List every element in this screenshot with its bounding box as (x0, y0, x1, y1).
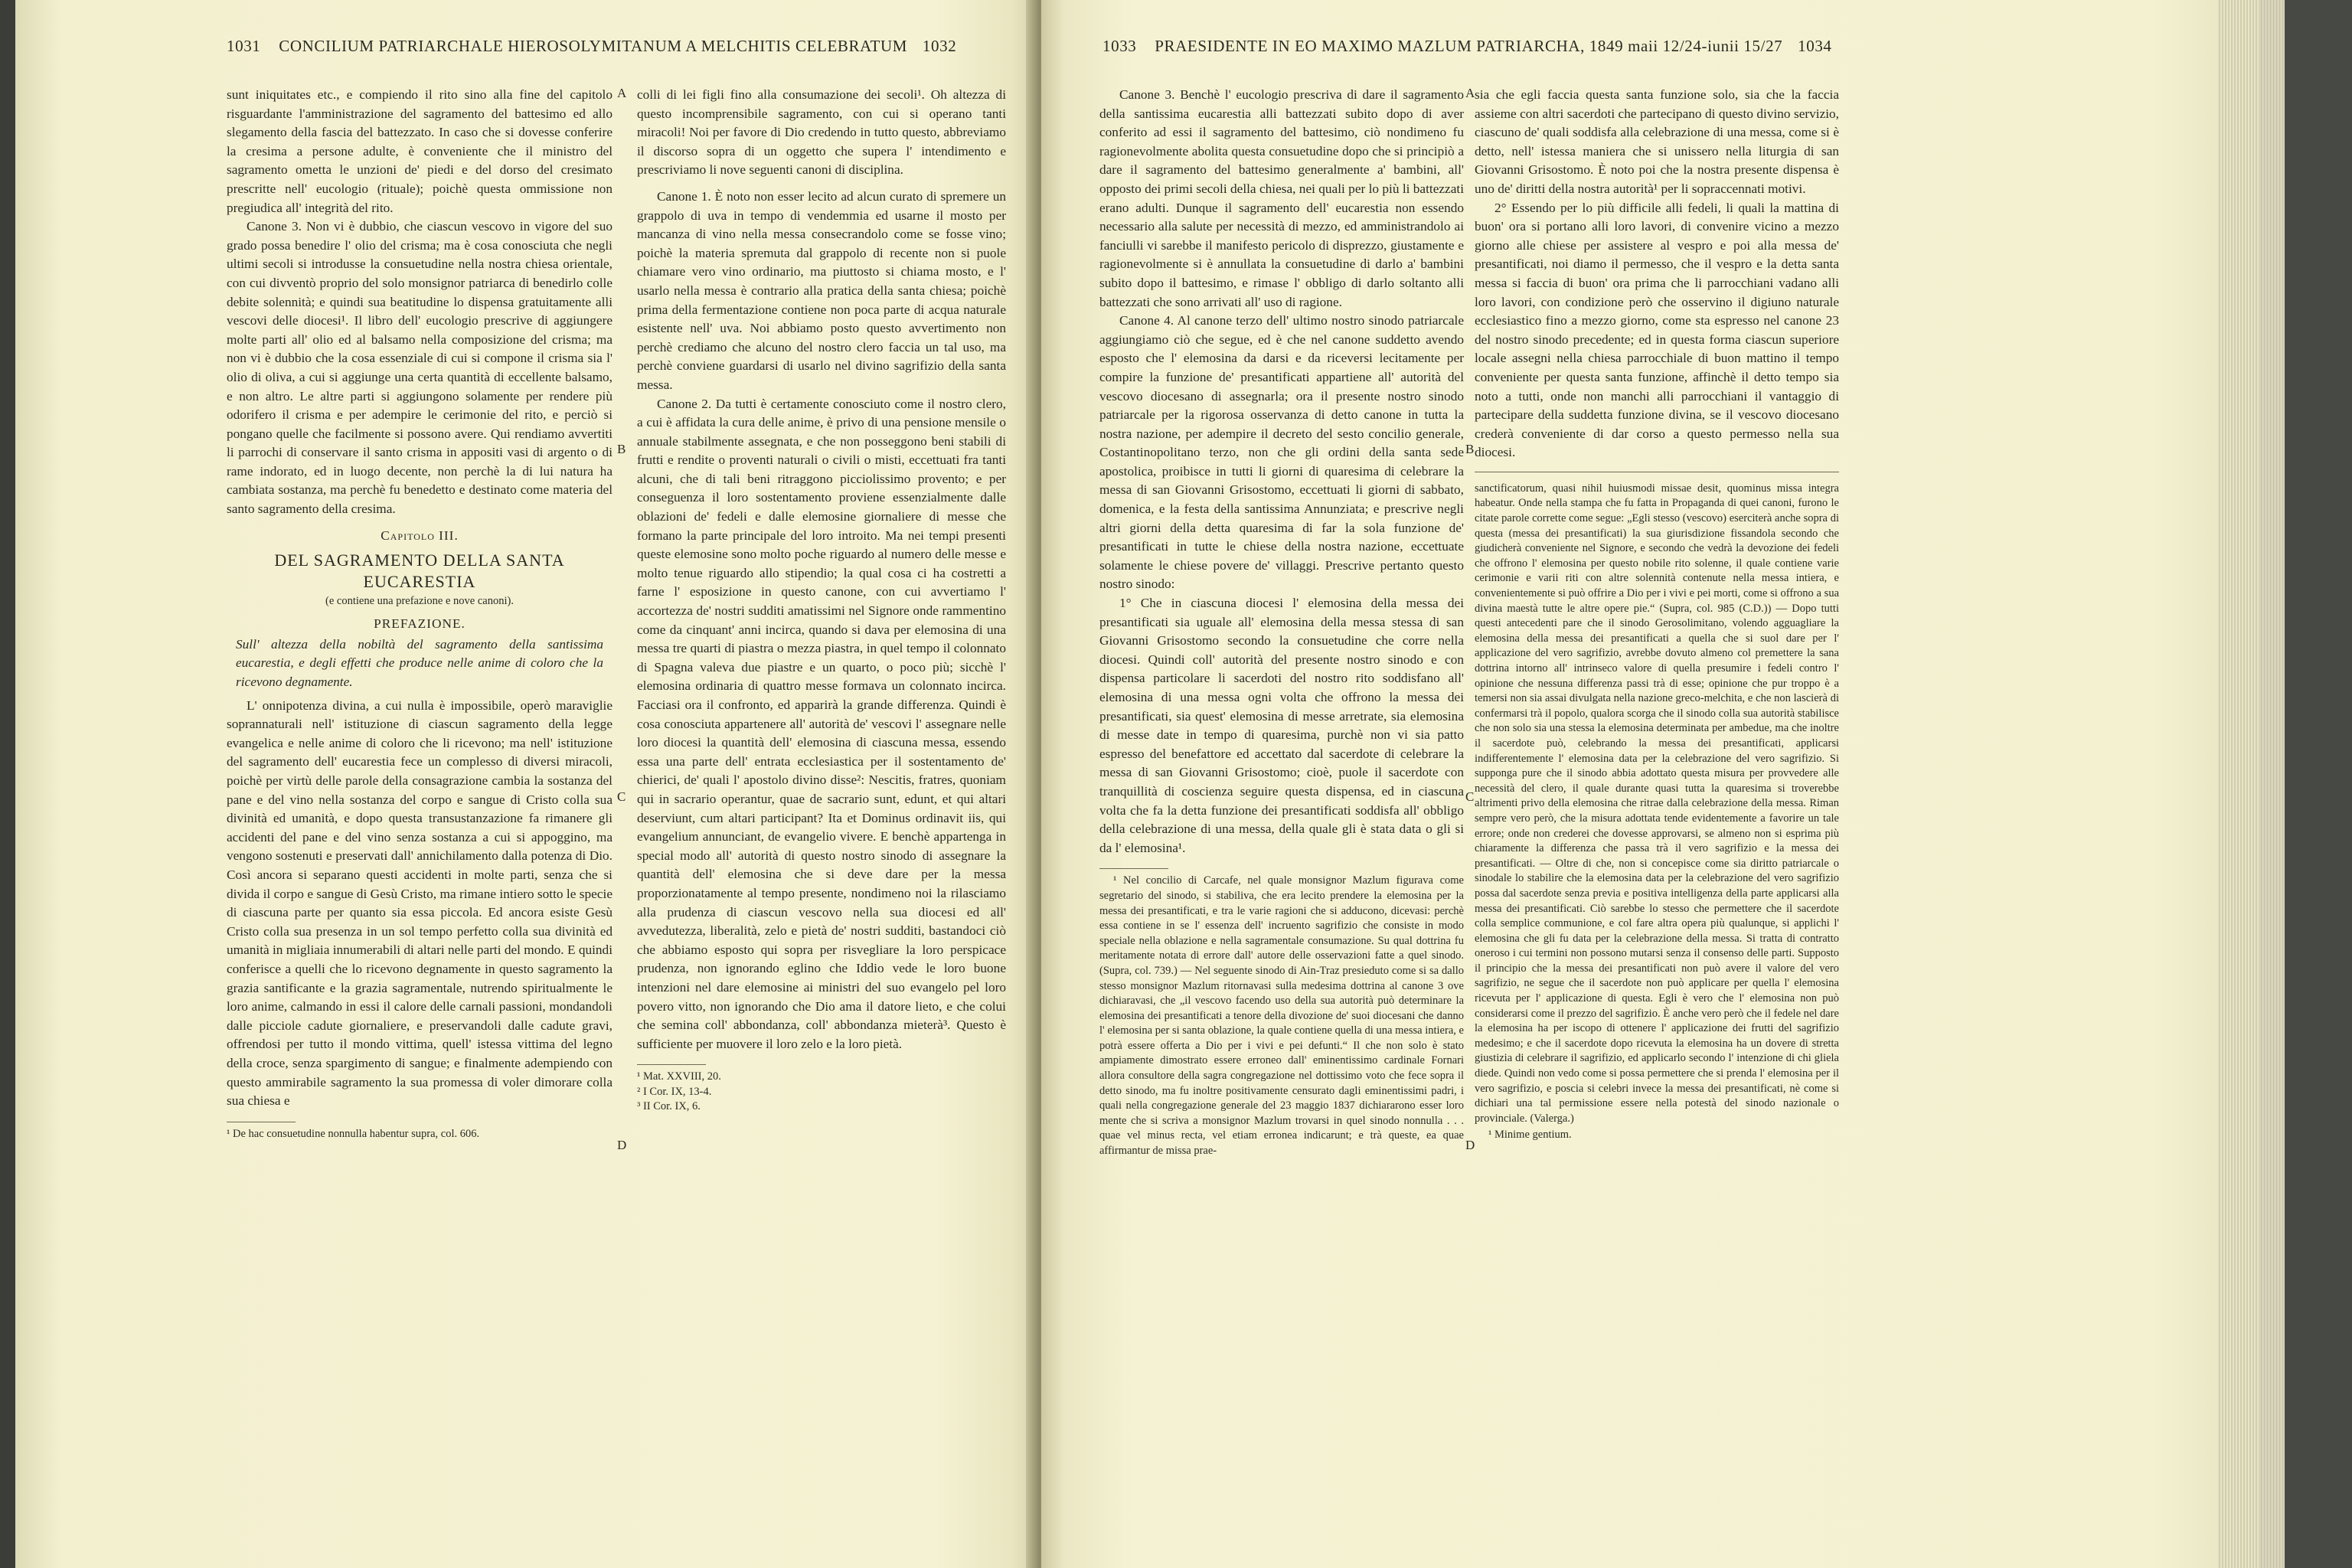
right-running-title: PRAESIDENTE IN EO MAXIMO MAZLUM PATRIARCHA, 1849 maii 12/24-iunii 15/27 (1155, 37, 1783, 55)
paragraph: sunt iniquitates etc., e compiendo il rito sino alla fine del capitolo risguardante l'amministrazione del sagramento del battesimo ed allo slegamento della fascia del battezzato. In caso che si dovesse conferire la cresima a persone adulte, è conveniente che il ministro del sagramento ometta le unzioni de' piedi e del dorso del cresimato prescritte nell' eucologio (rituale); poichè questa ommissione non pregiudica all' integrità del rito. (227, 87, 612, 215)
margin-marker-a: A (617, 86, 627, 100)
margin-marker-b: B (617, 442, 626, 456)
preface-title: Sull' altezza della nobiltà del sagramento della santissima eucarestia, e degli effetti che produce nelle anime di coloro che la ricevono degnamente. (236, 636, 603, 690)
left-column-1 (227, 86, 612, 1142)
paragraph: Canone 2. Da tutti è certamente conosciuto come il nostro clero, a cui è affidata la cura delle anime, è privo di una pensione mensile o annuale stabilmente assegnata, e che non posseggono beni stabili di frutti e rendite o proventi naturali o civili o misti, eccettuati fra tanti alcuni, che di tali beni ritraggono picciolissimo provento; e per conseguenza il loro sostentamento proviene essenzialmente dalle oblazioni de' fedeli e dalle elemosine giornaliere di messe che formano la parte principale del loro introito. Ma nei tempi presenti queste elemosine sono molto poche riguardo al numero delle messe e molto tenue riguardo allo stipendio; la qual cosa ci ha costretti a farne l' esposizione in questo canone, con cui avvertiamo l' accortezza de' nostri sudditi amatissimi nel Signore onde rammentino come da cinquant' anni incirca, quando si dava per elemosina di una messa tre quarti di piastra o mezza piastra, in quel tempo il colonnato di Spagna valeva due piastre e un quarto, o poco più; sicchè l' elemosina ordinaria di quattro messe formava un colonnato incirca. Facciasi ora il confronto, ed apparirà la grande differenza. Quindi è cosa conosciuta appartenere all' autorità de' vescovi l' assegnare nelle loro diocesi la quantità dell' elemosina di ciascuna messa, essendo essa una parte dell' entrata ecclesiastica per il sostentamento de' chierici, de' quali l' apostolo divino disse²: Nescitis, fratres, quoniam qui in sacrario operantur, quae de sacrario sunt, edunt, et qui altari deserviunt, cum altari participant? Ita et Dominus ordinavit iis, qui evangelium annunciant, de evangelio vivere. E benchè appartenga in special modo all' autorità di questo nostro sinodo di assegnare la quantità dell' elemosina che si deve dare per la messa proporzionatamente al tempo presente, nondimeno noi la rilasciamo alla prudenza di ciascun vescovo nella sua diocesi ed all' avvedutezza, liberalità, zelo e pietà de' nostri sudditi, bastandoci ciò che abbiamo esposto qui sopra per risvegliare la loro perspicace prudenza, non ignorando eglino che Iddio vede le loro buone intenzioni nel dare elemosine ai ministri del suo evangelo pel loro povero vitto, non ignorando che Dio ama il datore lieto, e che colui che semina coll' abbondanza, coll' abbondanza mieterà³. Questo è sufficiente per muovere il loro zelo e la loro pietà. (637, 396, 1006, 1051)
paragraph: L' onnipotenza divina, a cui nulla è impossibile, operò maraviglie soprannaturali nell' istituzione di ciascun sagramento della legge evangelica e nelle anime di coloro che li ricevono; ma nell' istituzione del sagramento dell' eucarestia fece un complesso di diversi miracoli, poichè per virtù delle parole della consagrazione cambia la sostanza del pane e del vino nella sostanza del corpo e sangue di Cristo colla sua divinità ed umanità, e dopo questa transustanzazione fa rimanere gli accidenti del pane e del vino senza sostanza a cui si appoggino, ma vengono sostenuti e preservati dall' annichilamento dalla potenza di Dio. Così ancora si separano questi accidenti in molte parti, senza che si divida il corpo e sangue di Gesù Cristo, ma rimane intiero sotto le specie di ciascuna parte per quanto sia essa piccola. Ed ancora esiste Gesù Cristo colla sua presenza in un sol tempo perfetto colla sua divinità ed umanità in migliaia innumerabili di altari nelle parti del mondo. E quindi conferisce a quelli che lo ricevono degnamente in questo sagramento la grazia santificante e la grazia sagramentale, nutrendo spiritualmente le loro anime, calmando in essi il calore delle carnali passioni, mondandoli dalle picciole cadute giornaliere, e preservandoli dalle cadute gravi, offrendosi per tutto il mondo vittima, quell' istessa vittima del legno della croce, senza spargimento di sangue; e finalmente adempiendo con questo ammirabile sagramento la sua promessa di voler dimorare colla sua chiesa e (227, 697, 612, 1109)
right-column-2 (1475, 86, 1839, 1143)
right-page-number-2: 1034 (1798, 37, 1832, 55)
footnote: ³ II Cor. IX, 6. (637, 1100, 701, 1113)
paragraph: Canone 3. Benchè l' eucologio prescriva di dare il sagramento della santissima eucarestia alli battezzati subito dopo di aver conferito ad essi il sagramento del battesimo, ciò nondimeno fu ragionevolmente abolita questa consuetudine dopo che si principiò a dare il sagramento del battesimo generalmente a' bambini, all' opposto dei primi secoli della chiesa, nei quali per lo più li battezzati erano adulti. Dunque il sagramento dell' eucarestia non essendo necessario alla salute per necessità di mezzo, ed amministrandolo ai fanciulli vi sarebbe il manifesto pericolo di disprezzo, giustamente e ragionevolmente si è annullata la consuetudine di darlo a' bambini subito dopo il battesimo, e rimase l' obbligo di darlo soltanto alli battezzati che sono arrivati all' uso di ragione. (1099, 87, 1464, 309)
left-running-title: CONCILIUM PATRIARCHALE HIEROSOLYMITANUM A MELCHITIS CELEBRATUM (279, 37, 908, 55)
footnotes (637, 1070, 1006, 1115)
paragraph: 1° Che in ciascuna diocesi l' elemosina della messa dei presantificati sia uguale all' elemosina della messa stessa di san Giovanni Grisostomo secondo la consuetudine che corre nella diocesi. Quindi coll' autorità del presente nostro sinodo e con dispensa particolare li sacerdoti del nostro rito soddisfano all' elemosina di una messa ogni volta che offrono la messa dei presantificati, sia quest' elemosina di messe arretrate, sia elemosina di messe date in tempo di quaresima, purchè non vi sia patto espresso del benefattore ed accettato dal sacerdote di celebrare la messa di san Giovanni Grisostomo; cioè, puole il sacerdote con tranquillità di coscienza seguire questa dispensa, ed in ciascuna volta che fa la detta funzione dei presantificati soddisfa all' obbligo della celebrazione di una messa, della quale gli è stata data o gli si da l' elemosina¹. (1099, 596, 1464, 855)
right-column-1 (1099, 86, 1464, 1159)
chapter-label: Capitolo III. (381, 528, 459, 543)
chapter-subtitle: (e contiene una prefazione e nove canoni). (325, 595, 514, 608)
footnote-continuation: sanctificatorum, quasi nihil huiusmodi missae desit, quominus missa integra habeatur. Onde nella stampa che fu fatta in Propaganda di quei canoni, furono le citate parole corrette come segue: „Egli stesso (vescovo) eserciterà anche sopra di questa (messa dei presantificati) la sua giurisdizione fissandola secondo che giudicherà conveniente nel Signore, e secondo che vedrà la devozione dei fedeli che offrono l' elemosina per questo nobile rito solenne, il quale contiene varie cerimonie e varii riti con altre solennità contenute nella messa intiera, e convenientemente si può offrire a Dio per i vivi e pei morti, come si offrono a sua divina maestà tutte le altre opere pie.“ (Supra, col. 985 (C.D.)) — Dopo tutti questi antecedenti pare che il sinodo Gerosolimitano, volendo agguagliare la elemosina della messa dei presantificati a quella che si suol dare per l' applicazione del vero sagrifizio, avrebbe dovuto almeno col premettere la sana dottrina intorno all' intrinseco valore di quella presumire i fedeli contro l' opinione che nessuna differenza passi trà di esse; opinione che pur troppo è a temersi non sia assai divulgata nella nazione greco-melchita, e che non lascierà di confermarsi trà il popolo, qualora scorga che il sinodo colla sua autorità stabilisce che non solo sia una stessa la elemosina determinata per ambedue, ma che inoltre il sacerdote può, celebrando la messa dei presantificati, applicarsi indifferentemente l' elemosina data per la celebrazione del vero sagrifizio. Si supponga pure che il sinodo abbia adottato questa misura per provvedere alle necessità del clero, il quale durante quasi tutta la quaresima si troverebbe altrimenti privo della elemosina che ritrae dalla celebrazione della messa. Riman sempre vero però, che la misura adottata tende evidentemente a favorire un tale errore; onde non crederei che dovesse approvarsi, se almeno non si esprima più chiaramente la differenza che passa trà il vero sagrifizio e la messa dei presantificati. — Oltre di che, non si concepisce come sia diritto patriarcale o sinodale lo stabilire che la elemosina data per la celebrazione del vero sagrifizio possa dal sacerdote senza previa e positiva intelligenza della parte applicarsi alla messa dei presantificati. Ciò sarebbe lo stesso che permettere che il sacerdote colla semplice communione, e col fare altra opera più qualunque, si applichi l' elemosina che gli fu data per la celebrazione della messa. Si tratta di contratto oneroso i cui termini non possono mutarsi senza il consenso delle parti. Supposto il principio che la messa dei presantificati non può avere il valore del vero sagrifizio, ne segue che il sacerdote non può applicare per quella l' elemosina ricevuta per l' applicazione di questa. Egli è vero che l' elemosina non può considerarsi come il prezzo del sagrifizio. È anche vero però che il fedele nel dare la elemosina ha per iscopo di ottenere l' applicazione dei frutti del sagrifizio medesimo; e che il sacerdote dopo ricevuta la elemosina ha un dovere di stretta giustizia di celebrare il sagrifizio, ed applicarlo secondo l' intenzione di chi gliela diede. Quindi non vedo come si possa permettere che si prenda l' elemosina per il vero sagrifizio, e poscia si celebri invece la messa dei presantificati, nè come si dichiari una tal permissione essere nella potestà del sinodo nazionale o provinciale. (Valerga.) (1475, 482, 1839, 1125)
margin-marker-b: B (1465, 442, 1475, 456)
background-board (2285, 0, 2352, 1568)
preface-heading: PREFAZIONE. (374, 616, 466, 632)
left-page-number: 1031 (227, 37, 261, 55)
footnote: ¹ De hac consuetudine nonnulla habentur supra, col. 606. (227, 1127, 480, 1140)
left-page-header (227, 37, 956, 56)
margin-marker-d: D (617, 1138, 627, 1152)
footnote: ¹ Mat. XXVIII, 20. (637, 1070, 721, 1083)
left-page (15, 0, 1041, 1568)
footnote: ¹ Nel concilio di Carcafe, nel quale monsignor Mazlum figurava come segretario del sinodo, si stabiliva, che era lecito prendere la elemosina per la messa dei presantificati, e tra le varie ragioni che si adducono, dicevasi: perchè essa contiene in se l' essenza dell' incruento sagrifizio che consiste in modo speciale nella oblazione e nella sagramentale consumazione. Su qual dottrina fu meritamente notata di errore dall' autore delle osservazioni fatte a quel sinodo. (Supra, col. 739.) — Nel seguente sinodo di Ain-Traz presieduto come si sa dallo stesso monsignor Mazlum ritornavasi sulla medesima dottrina al canone 3 ove dichiaravasi, che „il vescovo facendo uso della sua autorità può determinare la elemosina dei presantificati a tenore della divozione de' suoi diocesani che danno l' elemosina per si santa oblazione, la quale contiene quella di una messa intiera, e potrà essere offerta a Dio per i vivi e pei defunti.“ Il che non solo è stato ampiamente dimostrato essere erroneo dall' eminentissimo cardinale Fornari allora consultore della sagra congregazione nel dottissimo voto che fece sopra il detto sinodo, ma fu inoltre positivamente censurato dagli eminentissimi padri, i quali nella congregazione generale del 23 maggio 1837 dichiararono esser loro mente che si scriva a monsignor Mazlum trovarsi in quel sinodo nonnulla . . . quae vel minus recta, vel etiam erronea indicarunt; e trà queste, ea quae affirmantur de missa prae- (1099, 874, 1464, 1158)
footnote-rule (637, 1064, 706, 1065)
margin-marker-c: C (1465, 789, 1475, 804)
right-page-number: 1033 (1102, 37, 1137, 55)
paragraph: Canone 4. Al canone terzo dell' ultimo nostro sinodo patriarcale aggiungiamo ciò che segue, ed è che nel canone suddetto avendo esposto che l' elemosina da darsi e da riceversi lecitamente per compire la funzione de' presantificati appartiene all' autorità del vescovo diocesano di assegnarla; ora il presente nostro sinodo patriarcale per la rigorosa osservanza di detto canone in tutta la nostra nazione, per adempire il decreto del sesto concilio generale, Costantinopolitano terzo, non che gli ordini della santa sede apostolica, proibisce in tutti li giorni di quaresima di celebrare la messa di san Giovanni Grisostomo, eccettuati li giorni di sabbato, domenica, e la festa della santissima Annunziata; e prescrive negli altri giorni della detta quaresima di far la sola funzione de' presantificati in tutte le chiese della nostra nazione, eccettuate solamente le chiese povere de' villaggi. Prescrive pertanto questo nostro sinodo: (1099, 313, 1464, 592)
paragraph: Canone 3. Non vi è dubbio, che ciascun vescovo in vigore del suo grado possa benedire l' olio del crisma; ma è cosa conosciuta che negli ultimi secoli si introdusse la consuetudine nella nostra chiesa orientale, con cui divventò proprio del solo monsignor patriarca di benedirlo colle debite solennità; e quindi sua beatitudine lo dispensa gratuitamente alli vescovi delle diocesi¹. Il libro dell' eucologio prescrive di aggiungere molte parti all' olio ed al balsamo nella composizione del crisma; ma non vi è dubbio che la cosa essenziale di cui si compone il crisma sia l' olio di oliva, a cui si aggiunge una certa quantità di eccellente balsamo, e non altro. Le altre parti si aggiungono solamente per rendere più odorifero il crisma e per adempire le cerimonie del rito, e perciò si pongano quelle che facilmente si possono avere. Qui rendiamo avvertiti li parrochi di conservare il santo crisma in appositi vasi di argento o di rame indorato, ed in luogo decente, non perchè la di lui natura ha cambiata sostanza, ma perchè fu benedetto e destinato come materia del santo sagramento della cresima. (227, 219, 612, 517)
left-page-number-2: 1032 (922, 37, 957, 55)
left-column-2 (637, 86, 1006, 1115)
footnote: ² I Cor. IX, 13-4. (637, 1085, 712, 1098)
footnote: ¹ Minime gentium. (1488, 1129, 1572, 1142)
paragraph: Canone 1. È noto non esser lecito ad alcun curato di spremere un grappolo di uva in tempo di vendemmia ed usarne il mosto per mancanza di vino nella messa consecrandolo come se fosse vino; poichè la materia spremuta dal grappolo di recente non si puole chiamare vero vino ordinario, ma piuttosto si chiama mosto, e l' usarlo nella messa è contrario alla pratica della santa chiesa; poichè prima della fermentazione contiene non poca parte di acqua naturale esistente nell' uva. Noi abbiamo posto questo avvertimento non perchè crediamo che alcuno del nostro clero faccia un tal uso, ma perchè conviene guardarsi di usarlo nel divino sagrifizio della santa messa. (637, 188, 1006, 392)
paragraph: 2° Essendo per lo più difficile alli fedeli, li quali la mattina di buon' ora si portano alli loro lavori, di convenire vicino a mezzo giorno alle chiese per assistere al vespro e poi alla messa de' presantificati, noi diamo il permesso, che il vespro e la detta santa messa si faccia di buon' ora prima che li parrocchiani vadano alli loro lavori, con condizione però che osservino il digiuno naturale ecclesiastico fino a mezzo giorno, come sta espresso nel canone 23 del nostro sinodo precedente; ed in questa forma ciascun superiore locale assegni nella chiesa parrocchiale di buon mattino il tempo conveniente per questa santa funzione, affinchè il detto tempo sia noto a tutti, onde non manchi alli parrocchiani il vantaggio di partecipare della suddetta funzione divina, se il vescovo diocesano crederà conveniente di dar corso a questo permesso nella sua diocesi. (1475, 200, 1839, 460)
footnote-rule (1099, 868, 1168, 869)
chapter-title: DEL SAGRAMENTO DELLA SANTA EUCARESTIA (274, 550, 565, 592)
margin-marker-c: C (617, 789, 626, 804)
page-edges (2217, 0, 2259, 1568)
book-edge (2259, 0, 2285, 1568)
margin-marker-d: D (1465, 1138, 1475, 1152)
right-page (1041, 0, 2259, 1568)
paragraph: sia che egli faccia questa santa funzione solo, sia che la faccia assieme con altri sacerdoti che partecipano di questo divino servizio, ciascuno de' quali soddisfa alla celebrazione di una messa, come si è detto, nell' istessa maniera che si unissero nella liturgia di san Giovanni Grisostomo. È noto poi che la nostra presente dispensa è uno de' diritti della nostra autorità¹ per li sopraccennati motivi. (1475, 87, 1839, 196)
right-page-header (1102, 37, 1832, 56)
margin-marker-a: A (1465, 86, 1475, 100)
paragraph: colli di lei figli fino alla consumazione dei secoli¹. Oh altezza di questo incomprensibile sagramento, con cui si operano tanti miracoli! Noi per favore di Dio credendo in tutto questo, abbreviamo il discorso sopra di un oggetto che supera l' intendimento e prescriviamo li nove seguenti canoni di disciplina. (637, 87, 1006, 178)
